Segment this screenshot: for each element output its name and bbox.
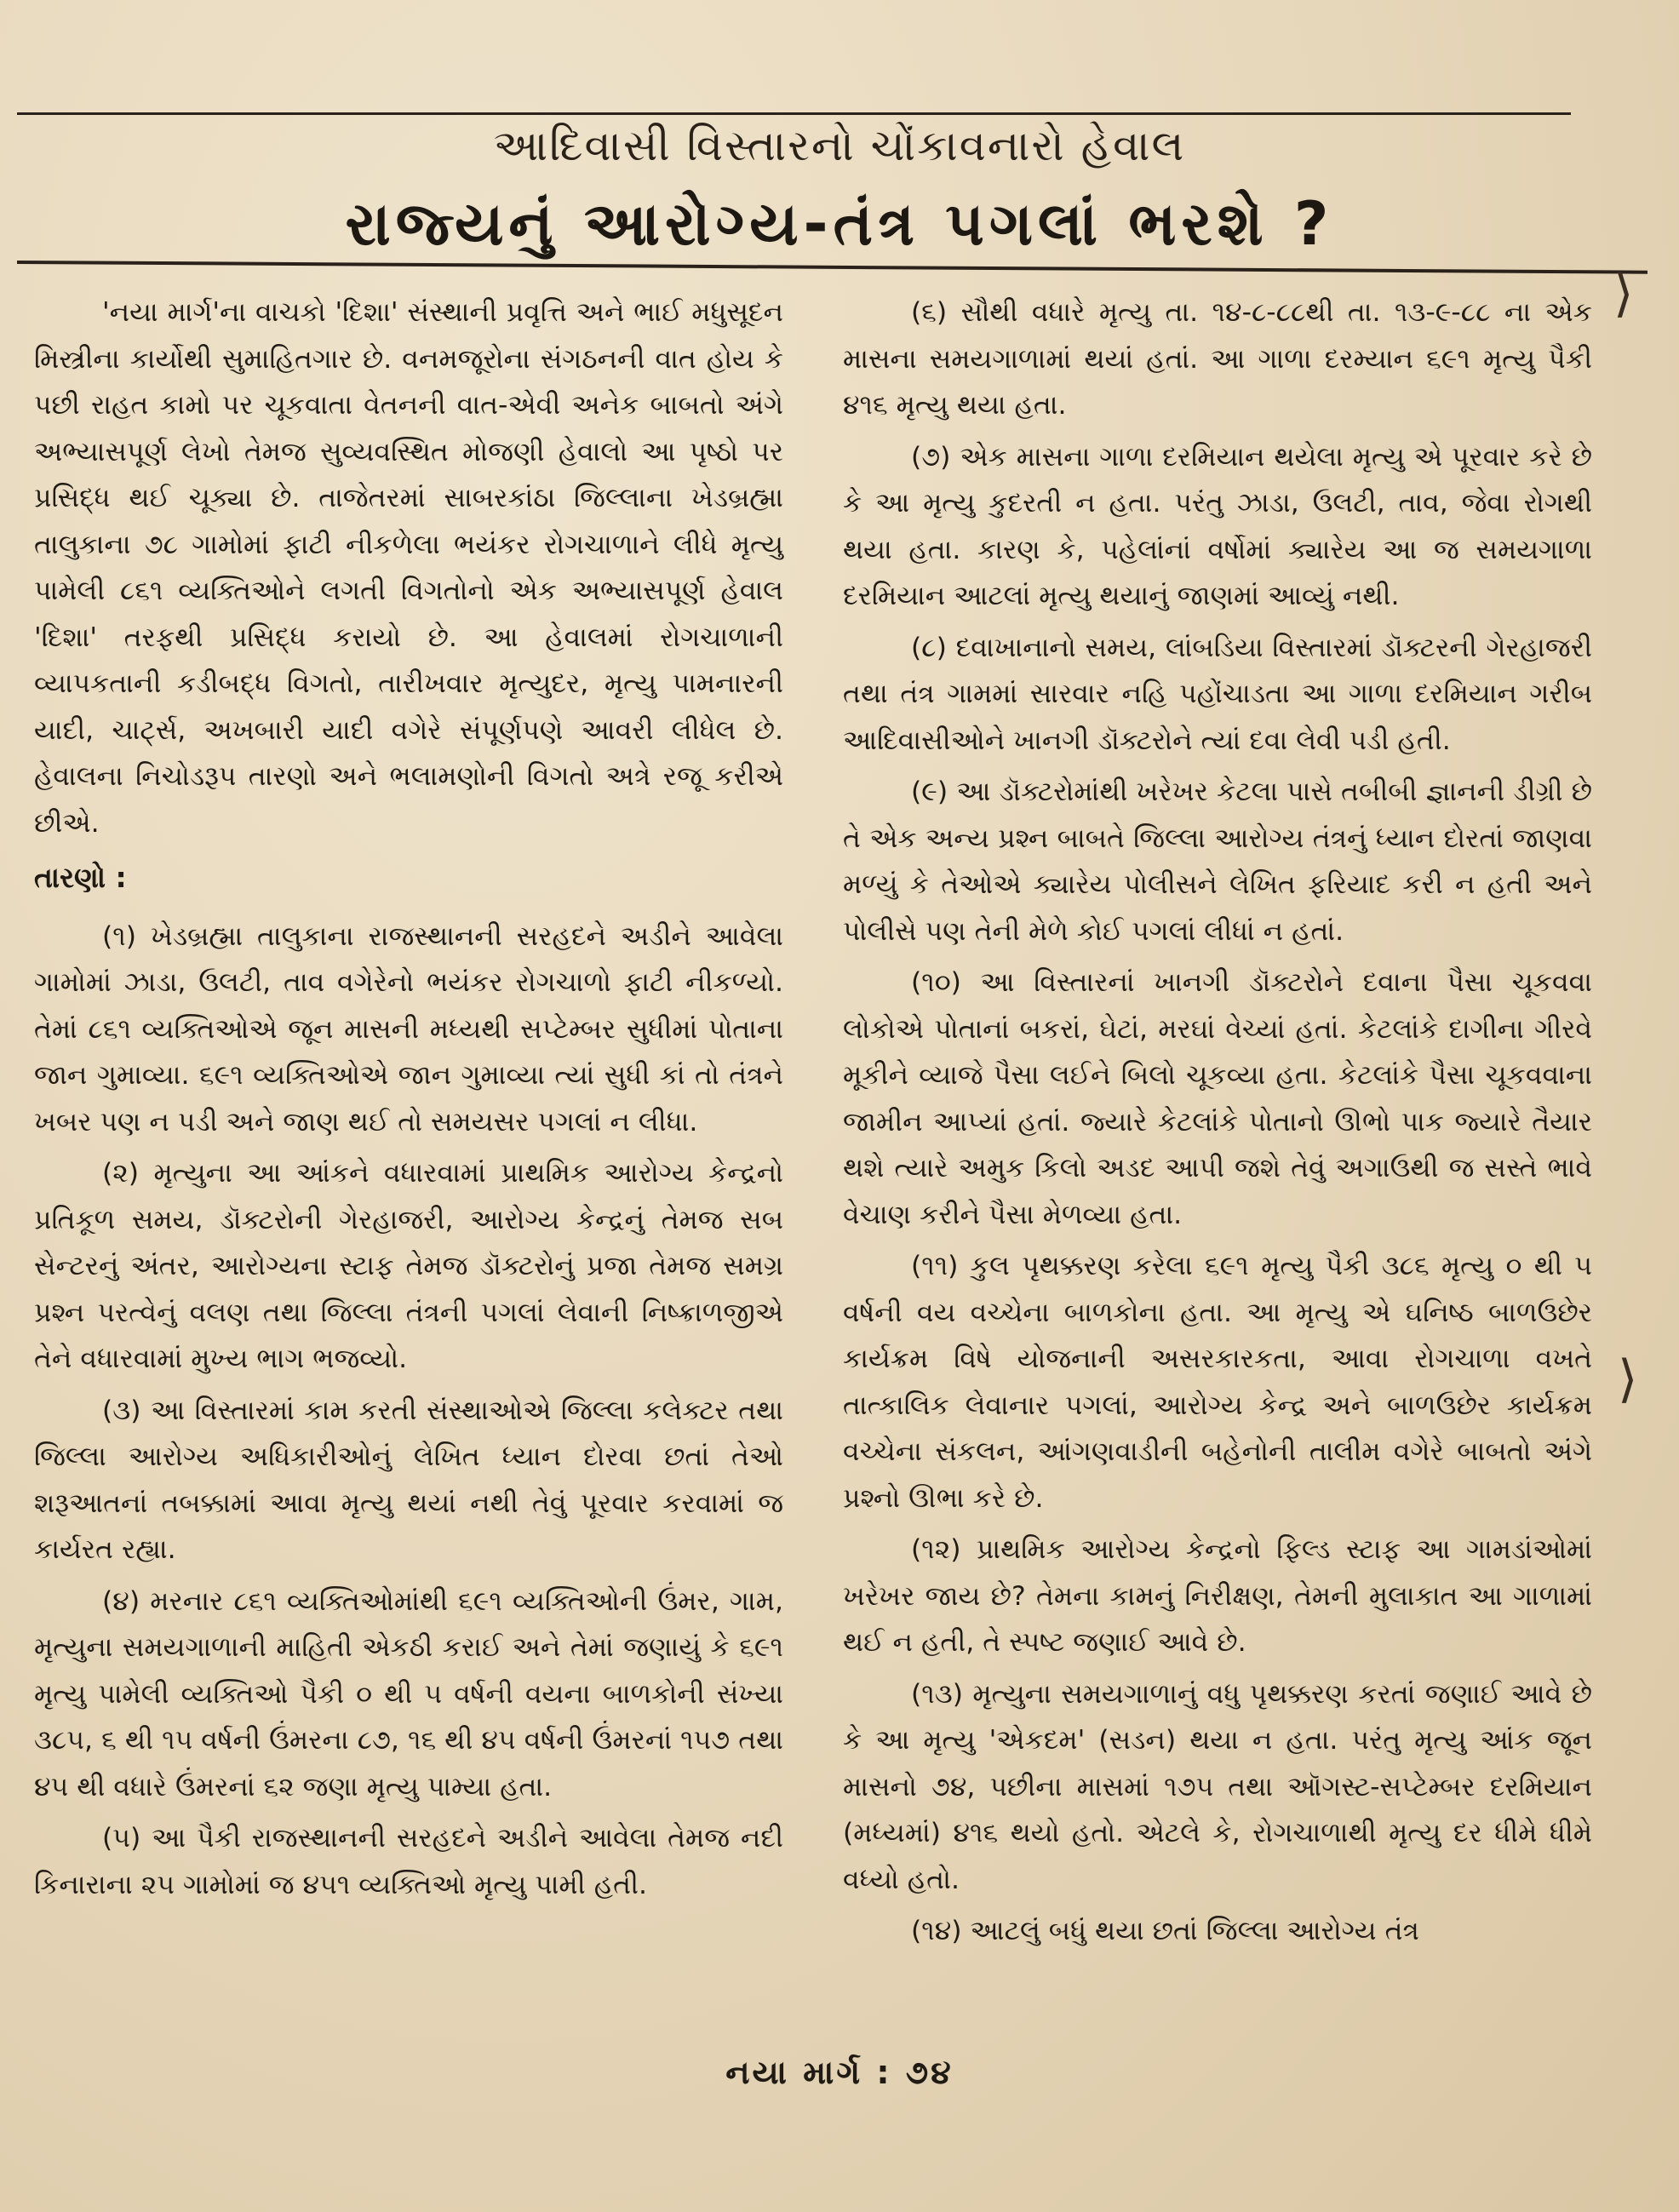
paper-tear-mark: ⟩	[1618, 1350, 1638, 1409]
findings-heading: તારણો :	[34, 861, 127, 894]
finding-4: (૪) મરનાર ૮૬૧ વ્યક્તિઓમાંથી ૬૯૧ વ્યક્તિઓની ઉંમર, ગામ, મૃત્યુના સમયગાળાની માહિતી એકઠી કરાઈ અને તેમાં જણાયું કે ૬૯૧ મૃત્યુ પામેલી વ્યક્તિઓ પૈકી ૦ થી ૫ વર્ષની વયના બાળકોની સંખ્યા ૩૮૫, ૬ થી ૧૫ વર્ષની ઉંમરના ૮૭, ૧૬ થી ૪૫ વર્ષની ઉંમરનાં ૧૫૭ તથા ૪૫ થી વધારે ઉંમરનાં ૬૨ જણા મૃત્યુ પામ્યા હતા.	[34, 1585, 783, 1802]
article-headline: રાજ્યનું આરોગ્ય-તંત્ર પગલાં ભરશે ?	[345, 189, 1334, 259]
finding-13: (૧૩) મૃત્યુના સમયગાળાનું વધુ પૃથક્કરણ કરતાં જણાઈ આવે છે કે આ મૃત્યુ 'એકદમ' (સડન) થયા ન હતા. પરંતુ મૃત્યુ આંક જૂન માસનો ૭૪, પછીના માસમાં ૧૭૫ તથા ઑગસ્ટ-સપ્ટેમ્બર દરમિયાન (મધ્યમાં) ૪૧૬ થયો હતો. એટલે કે, રોગચાળાથી મૃત્યુ દર ધીમે ધીમે વધ્યો હતો.	[843, 1678, 1592, 1895]
intro-paragraph: 'નયા માર્ગ'ના વાચકો 'દિશા' સંસ્થાની પ્રવૃત્તિ અને ભાઈ મધુસૂદન મિસ્ત્રીના કાર્યોથી સુમાહિતગાર છે. વનમજૂરોના સંગઠનની વાત હોય કે પછી રાહત કામો પર ચૂકવાતા વેતનની વાત-એવી અનેક બાબતો અંગે અભ્યાસપૂર્ણ લેખો તેમજ સુવ્યવસ્થિત મોજણી હેવાલો આ પૃષ્ઠો પર પ્રસિદ્ધ થઈ ચૂક્યા છે. તાજેતરમાં સાબરકાંઠા જિલ્લાના ખેડબ્રહ્મા તાલુકાના ૭૮ ગામોમાં ફાટી નીકળેલા ભયંકર રોગચાળાને લીધે મૃત્યુ પામેલી ૮૬૧ વ્યક્તિઓને લગતી વિગતોનો એક અભ્યાસપૂર્ણ હેવાલ 'દિશા' તરફથી પ્રસિદ્ધ કરાયો છે. આ હેવાલમાં રોગચાળાની વ્યાપકતાની કડીબદ્ધ વિગતો, તારીખવાર મૃત્યુદર, મૃત્યુ પામનારની યાદી, ચાર્ટ્સ, અખબારી યાદી વગેરે સંપૂર્ણપણે આવરી લીધેલ છે. હેવાલના નિચોડરૂપ તારણો અને ભલામણોની વિગતો અત્રે રજૂ કરીએ છીએ.	[34, 297, 783, 839]
article-kicker: આદિવાસી વિસ્તારનો ચોંકાવનારો હેવાલ	[493, 121, 1186, 170]
finding-2: (૨) મૃત્યુના આ આંકને વધારવામાં પ્રાથમિક આરોગ્ય કેન્દ્રનો પ્રતિકૂળ સમય, ડૉક્ટરોની ગેરહાજરી, આરોગ્ય કેન્દ્રનું તેમજ સબ સેન્ટરનું અંતર, આરોગ્યના સ્ટાફ તેમજ ડૉક્ટરોનું પ્રજા તેમજ સમગ્ર પ્રશ્ન પરત્વેનું વલણ તથા જિલ્લા તંત્રની પગલાં લેવાની નિષ્ક્રાળજીએ તેને વધારવામાં મુખ્ય ભાગ ભજવ્યો.	[34, 1158, 783, 1374]
page-footer: નયા માર્ગ : ૭૪	[725, 2054, 954, 2091]
finding-5: (૫) આ પૈકી રાજસ્થાનની સરહદને અડીને આવેલા તેમજ નદી કિનારાના ૨૫ ગામોમાં જ ૪૫૧ વ્યક્તિઓ મૃત્યુ પામી હતી.	[34, 1823, 783, 1900]
finding-14: (૧૪) આટલું બધું થયા છતાં જિલ્લા આરોગ્ય તંત્ર	[911, 1916, 1419, 1946]
finding-12: (૧૨) પ્રાથમિક આરોગ્ય કેન્દ્રનો ફિલ્ડ સ્ટાફ આ ગામડાંઓમાં ખરેખર જાય છે? તેમના કામનું નિરીક્ષણ, તેમની મુલાકાત આ ગાળામાં થઈ ન હતી, તે સ્પષ્ટ જણાઈ આવે છે.	[843, 1534, 1592, 1658]
left-column	[34, 289, 783, 1913]
finding-9: (૯) આ ડૉક્ટરોમાંથી ખરેખર કેટલા પાસે તબીબી જ્ઞાનની ડીગ્રી છે તે એક અન્ય પ્રશ્ન બાબતે જિલ્લા આરોગ્ય તંત્રનું ધ્યાન દોરતાં જાણવા મળ્યું કે તેઓએ ક્યારેય પોલીસને લેખિત ફરિયાદ કરી ન હતી અને પોલીસે પણ તેની મેળે કોઈ પગલાં લીધાં ન હતાં.	[843, 776, 1592, 947]
finding-7: (૭) એક માસના ગાળા દરમિયાન થયેલા મૃત્યુ એ પૂરવાર કરે છે કે આ મૃત્યુ કુદરતી ન હતા. પરંતુ ઝાડા, ઉલટી, તાવ, જેવા રોગથી થયા હતા. કારણ કે, પહેલાંનાં વર્ષોમાં ક્યારેય આ જ સમયગાળા દરમિયાન આટલાં મૃત્યુ થયાનું જાણમાં આવ્યું નથી.	[843, 441, 1592, 611]
finding-10: (૧૦) આ વિસ્તારનાં ખાનગી ડૉક્ટરોને દવાના પૈસા ચૂકવવા લોકોએ પોતાનાં બકરાં, ઘેટાં, મરઘાં વેચ્યાં હતાં. કેટલાંકે દાગીના ગીરવે મૂકીને વ્યાજે પૈસા લઈને બિલો ચૂકવ્યા હતા. કેટલાંકે પૈસા ચૂકવવાના જામીન આપ્યાં હતાં. જ્યારે કેટલાંકે પોતાનો ઊભો પાક જ્યારે તૈયાર થશે ત્યારે અમુક કિલો અડદ આપી જશે તેવું અગાઉથી જ સસ્તે ભાવે વેચાણ કરીને પૈસા મેળવ્યા હતા.	[843, 967, 1592, 1230]
paper-tear-mark: ⟩	[1613, 264, 1634, 324]
finding-1: (૧) ખેડબ્રહ્મા તાલુકાના રાજસ્થાનની સરહદને અડીને આવેલા ગામોમાં ઝાડા, ઉલટી, તાવ વગેરેનો ભયંકર રોગચાળો ફાટી નીકળ્યો. તેમાં ૮૬૧ વ્યક્તિઓએ જૂન માસની મધ્યથી સપ્ટેમ્બર સુધીમાં પોતાના જાન ગુમાવ્યા. ૬૯૧ વ્યક્તિઓએ જાન ગુમાવ્યા ત્યાં સુધી કાં તો તંત્રને ખબર પણ ન પડી અને જાણ થઈ તો સમયસર પગલાં ન લીધા.	[34, 920, 783, 1138]
finding-8: (૮) દવાખાનાનો સમય, લાંબડિયા વિસ્તારમાં ડૉક્ટરની ગેરહાજરી તથા તંત્ર ગામમાં સારવાર નહિ પહોંચાડતા આ ગાળા દરમિયાન ગરીબ આદિવાસીઓને ખાનગી ડૉક્ટરોને ત્યાં દવા લેવી પડી હતી.	[843, 632, 1592, 756]
top-rule	[17, 112, 1571, 115]
finding-6: (૬) સૌથી વધારે મૃત્યુ તા. ૧૪-૮-૮૮થી તા. ૧૩-૯-૮૮ ના એક માસના સમયગાળામાં થયાં હતાં. આ ગાળા દરમ્યાન ૬૯૧ મૃત્યુ પૈકી ૪૧૬ મૃત્યુ થયા હતા.	[843, 297, 1592, 421]
right-column	[843, 289, 1592, 1960]
finding-3: (૩) આ વિસ્તારમાં કામ કરતી સંસ્થાઓએ જિલ્લા કલેક્ટર તથા જિલ્લા આરોગ્ય અધિકારીઓનું લેખિત ધ્યાન દોરવા છતાં તેઓ શરૂઆતનાં તબક્કામાં આવા મૃત્યુ થયાં નથી તેવું પૂરવાર કરવામાં જ કાર્યરત રહ્યા.	[34, 1395, 783, 1565]
headline-rule	[17, 261, 1647, 274]
finding-11: (૧૧) કુલ પૃથક્કરણ કરેલા ૬૯૧ મૃત્યુ પૈકી ૩૮૬ મૃત્યુ ૦ થી ૫ વર્ષની વય વચ્ચેના બાળકોના હતા. આ મૃત્યુ એ ઘનિષ્ઠ બાળઉછેર કાર્યક્રમ વિષે યોજનાની અસરકારકતા, આવા રોગચાળા વખતે તાત્કાલિક લેવાનાર પગલાં, આરોગ્ય કેન્દ્ર અને બાળઉછેર કાર્યક્રમ વચ્ચેના સંકલન, આંગણવાડીની બહેનોની તાલીમ વગેરે બાબતો અંગે પ્રશ્નો ઊભા કરે છે.	[843, 1251, 1592, 1514]
